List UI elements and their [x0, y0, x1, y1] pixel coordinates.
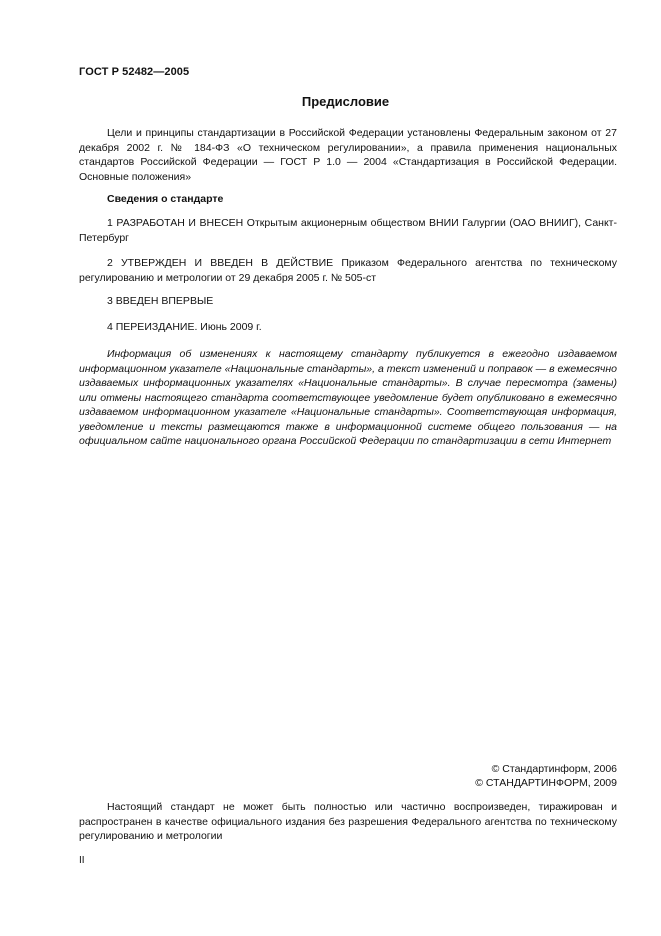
copyright-line-1: © Стандартинформ, 2006: [491, 763, 617, 775]
copyright-line-2: © СТАНДАРТИНФОРМ, 2009: [475, 777, 617, 789]
reproduction-notice: Настоящий стандарт не может быть полностью или частично воспроизведен, тиражирован и распространен в качестве официального издания без разрешения Федерального агентства по техническому регулированию и метрологии: [79, 801, 617, 842]
standard-info-item-4: 4 ПЕРЕИЗДАНИЕ. Июнь 2009 г.: [107, 321, 262, 333]
section-heading: Сведения о стандарте: [107, 193, 224, 205]
document-header: ГОСТ Р 52482—2005: [79, 66, 190, 78]
page-number: II: [79, 855, 85, 866]
standard-info-item-3: 3 ВВЕДЕН ВПЕРВЫЕ: [107, 295, 214, 307]
intro-paragraph: Цели и принципы стандартизации в Российской Федерации установлены Федеральным законом от 27 декабря 2002 г. № 184-ФЗ «О техническом регулировании», а правила применения национальных стандартов Российской Федерации — ГОСТ Р 1.0 — 2004 «Стандартизация в Российской Федерации. Основные положения»: [79, 127, 617, 183]
standard-info-item-2: 2 УТВЕРЖДЕН И ВВЕДЕН В ДЕЙСТВИЕ Приказом Федерального агентства по техническому регулированию и метрологии от 29 декабря 2005 г. № 505-ст: [79, 257, 617, 284]
changes-notice-paragraph: Информация об изменениях к настоящему стандарту публикуется в ежегодно издаваемом информационном указателе «Национальные стандарты», а текст изменений и поправок — в ежемесячно издаваемых информационных указателях «Национальные стандарты». В случае пересмотра (замены) или отмены настоящего стандарта соответствующее уведомление будет опубликовано в ежемесячно издаваемом информационном указателе «Национальные стандарты». Соответствующая информация, уведомление и тексты размещаются также в информационной системе общего пользования — на официальном сайте национального органа Российской Федерации по стандартизации в сети Интернет: [79, 348, 617, 447]
standard-info-item-1: 1 РАЗРАБОТАН И ВНЕСЕН Открытым акционерным обществом ВНИИ Галургии (ОАО ВНИИГ), Санкт-Петербург: [79, 217, 617, 244]
page-title: Предисловие: [301, 94, 390, 109]
